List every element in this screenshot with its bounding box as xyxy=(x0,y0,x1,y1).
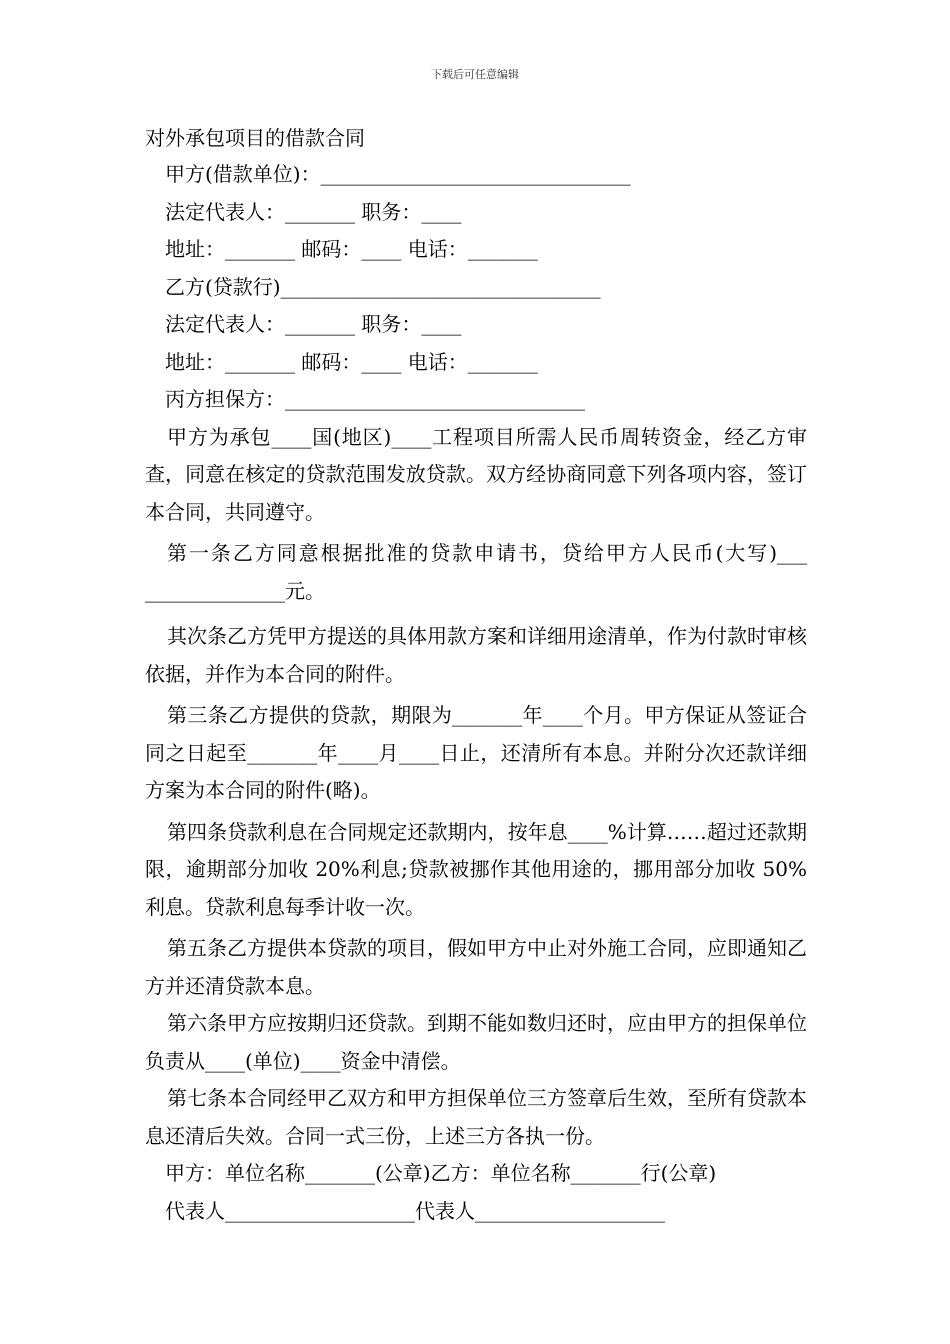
document-title: 对外承包项目的借款合同 xyxy=(145,126,365,150)
party-b-line: 乙方(贷款行)________________________________ xyxy=(165,274,601,299)
party-a-line: 甲方(借款单位)：_______________________________ xyxy=(165,162,631,186)
article-3: 第三条乙方提供的贷款，期限为_______年____个月。甲方保证从签证合同之日起至_______年____月____日止，还清所有本息。并附分次还款详细方案为本合同的附件(略)。 xyxy=(145,703,807,802)
intro-paragraph: 甲方为承包____国(地区)____工程项目所需人民币周转资金，经乙方审查，同意在核定的贷款范围发放贷款。双方经协商同意下列各项内容，签订本合同，共同遵守。 xyxy=(145,424,807,524)
party-b-representative-line: 法定代表人：_______ 职务：____ xyxy=(165,312,462,336)
article-6: 第六条甲方应按期归还贷款。到期不能如数归还时，应由甲方的担保单位负责从____(单位)____资金中清偿。 xyxy=(145,1011,807,1073)
article-4: 第四条贷款利息在合同规定还款期内，按年息____%计算……超过还款期限，逾期部分加收 20%利息;贷款被挪作其他用途的，挪用部分加收 50%利息。贷款利息每季计收一次。 xyxy=(145,819,807,919)
signature-units-line: 甲方：单位名称_______(公章)乙方：单位名称_______行(公章) xyxy=(165,1161,717,1185)
page-header-note: 下载后可任意编辑 xyxy=(431,68,519,81)
signature-representatives-line: 代表人___________________代表人___________________ xyxy=(165,1198,665,1223)
party-a-address-line: 地址：_______ 邮码：____ 电话：_______ xyxy=(165,237,538,261)
article-1: 第一条乙方同意根据批准的贷款申请书，贷给甲方人民币(大写)___ ______________元。 xyxy=(145,541,807,603)
party-b-address-line: 地址：_______ 邮码：____ 电话：_______ xyxy=(165,349,538,374)
party-c-guarantor-line: 丙方担保方：______________________________ xyxy=(165,387,585,411)
article-7: 第七条本合同经甲乙双方和甲方担保单位三方签章后生效，至所有贷款本息还清后失效。合同一式三份，上述三方各执一份。 xyxy=(145,1086,807,1148)
party-a-representative-line: 法定代表人：_______ 职务：____ xyxy=(165,199,462,224)
contract-document xyxy=(145,120,807,1230)
article-5: 第五条乙方提供本贷款的项目，假如甲方中止对外施工合同，应即通知乙方并还清贷款本息。 xyxy=(145,936,807,998)
article-2: 其次条乙方凭甲方提送的具体用款方案和详细用途清单，作为付款时审核依据，并作为本合同的附件。 xyxy=(145,624,807,686)
